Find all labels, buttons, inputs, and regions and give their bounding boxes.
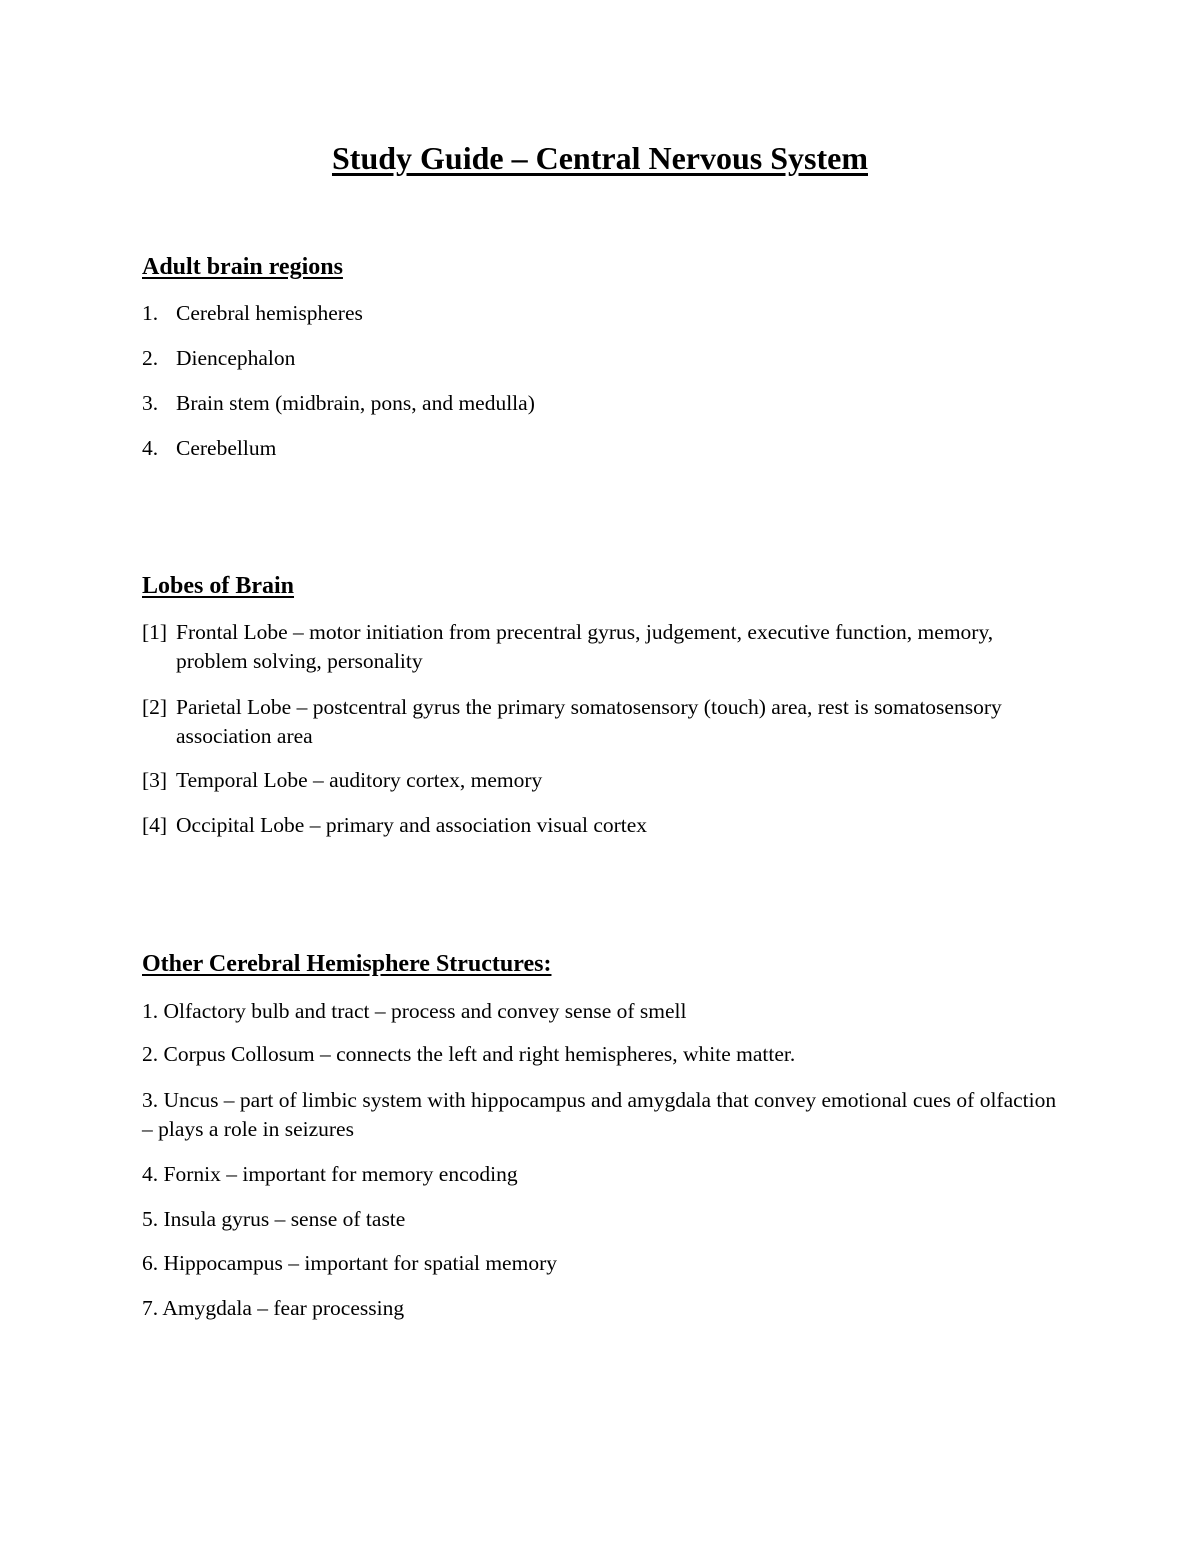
list-item	[142, 344, 295, 373]
list-item-text: Occipital Lobe – primary and association visual cortex	[176, 813, 648, 837]
list-item-text: Cerebellum	[176, 436, 277, 460]
list-item: 5. Insula gyrus – sense of taste	[142, 1207, 406, 1231]
list-marker: [3]	[142, 768, 168, 792]
list-item	[142, 618, 1042, 676]
section-heading-adult-brain-regions: Adult brain regions	[142, 254, 343, 280]
list-item: 7. Amygdala – fear processing	[142, 1296, 405, 1320]
list-item: 3. Uncus – part of limbic system with hippocampus and amygdala that convey emotional cues of olfaction – plays a role in seizures	[142, 1088, 1057, 1141]
list-item	[142, 811, 1042, 840]
list-marker: [2]	[142, 695, 168, 719]
section-heading-lobes-of-brain: Lobes of Brain	[142, 573, 295, 599]
list-item-text: Parietal Lobe – postcentral gyrus the primary somatosensory (touch) area, rest is somatosensory association area	[176, 695, 1002, 748]
list-marker: 2.	[142, 346, 159, 370]
list-item: 6. Hippocampus – important for spatial memory	[142, 1251, 557, 1275]
list-item	[142, 766, 1042, 795]
list-item	[142, 693, 1042, 751]
list-item	[142, 389, 535, 418]
list-marker: 4.	[142, 436, 159, 460]
list-marker: 3.	[142, 391, 159, 415]
list-item	[142, 434, 276, 463]
list-marker: [4]	[142, 813, 168, 837]
list-item-text: Frontal Lobe – motor initiation from precentral gyrus, judgement, executive function, memory, problem solving, personality	[176, 620, 994, 673]
section-heading-other-structures: Other Cerebral Hemisphere Structures:	[142, 951, 552, 977]
list-item: 2. Corpus Collosum – connects the left and right hemispheres, white matter.	[142, 1042, 796, 1066]
list-marker: [1]	[142, 620, 168, 644]
list-item-text: Brain stem (midbrain, pons, and medulla)	[176, 391, 535, 415]
list-marker: 1.	[142, 301, 159, 325]
list-item: 4. Fornix – important for memory encoding	[142, 1162, 518, 1186]
list-item-text: Temporal Lobe – auditory cortex, memory	[176, 768, 543, 792]
list-item: 1. Olfactory bulb and tract – process and convey sense of smell	[142, 999, 687, 1023]
page-title: Study Guide – Central Nervous System	[331, 140, 868, 176]
list-item-text: Diencephalon	[176, 346, 296, 370]
list-item	[142, 299, 363, 328]
list-item-text: Cerebral hemispheres	[176, 301, 363, 325]
